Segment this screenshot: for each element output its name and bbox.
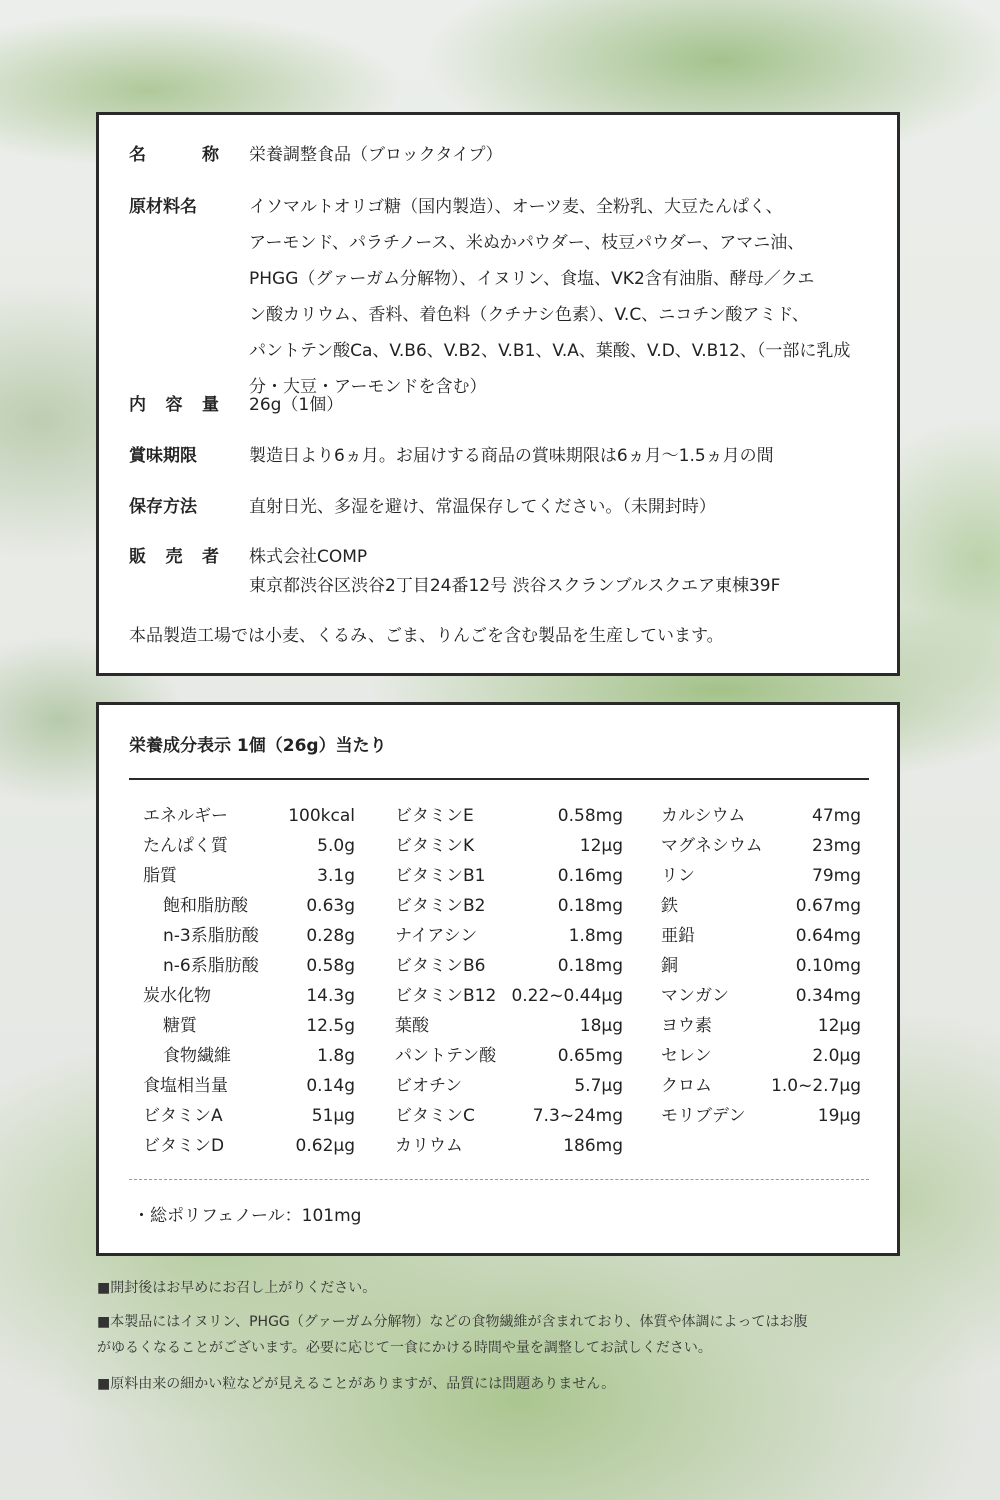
nutrient-name: カリウム — [395, 1136, 463, 1156]
nutrient-value: 5.7μg — [574, 1076, 623, 1096]
spec-label-seller: 販 売 者 — [129, 547, 219, 567]
nutrient-name: ビオチン — [395, 1076, 463, 1096]
allergen-note: 本品製造工場では小麦、くるみ、ごま、りんごを含む製品を生産しています。 — [129, 626, 724, 646]
spec-label-storage: 保存方法 — [129, 497, 197, 517]
nutrition-facts-card — [96, 702, 900, 1256]
nutrient-row — [143, 801, 355, 831]
nutrient-row — [143, 1101, 355, 1131]
nutrient-row — [143, 1041, 355, 1071]
nutrient-name: 脂質 — [143, 866, 177, 886]
nutrient-value: 7.3~24mg — [532, 1106, 623, 1126]
nutrient-row — [395, 951, 623, 981]
nutrient-value: 0.22~0.44μg — [511, 986, 623, 1006]
nutrient-row — [395, 831, 623, 861]
nutrient-row — [395, 801, 623, 831]
nutrient-value: 5.0g — [317, 836, 355, 856]
nutrient-row — [395, 861, 623, 891]
nutrient-name: ビタミンB12 — [395, 986, 497, 1006]
nutrient-name: 炭水化物 — [143, 986, 211, 1006]
spec-label-name: 名 称 — [129, 145, 219, 165]
spec-label-expiry: 賞味期限 — [129, 446, 197, 466]
nutrient-row — [143, 1011, 355, 1041]
nutrient-value: 0.64mg — [795, 926, 861, 946]
spec-value-storage: 直射日光、多湿を避け、常温保存してください。（未開封時） — [249, 497, 716, 517]
nutrient-row — [143, 981, 355, 1011]
nutrient-value: 0.62μg — [295, 1136, 355, 1156]
nutrient-value: 0.14g — [306, 1076, 355, 1096]
nutrient-value: 47mg — [812, 806, 861, 826]
nutrient-row — [143, 921, 355, 951]
nutrient-row — [143, 891, 355, 921]
nutrient-row — [143, 1071, 355, 1101]
nutrient-value: 0.18mg — [557, 896, 623, 916]
nutrient-value: 2.0μg — [812, 1046, 861, 1066]
footnote: ■本製品にはイヌリン、PHGG（グァーガム分解物）などの食物繊維が含まれており、体質や体調によってはお腹 — [97, 1314, 808, 1330]
nutrient-value: 0.58mg — [557, 806, 623, 826]
nutrient-row — [661, 1071, 861, 1101]
nutrient-value: 0.58g — [306, 956, 355, 976]
nutrient-name: n-6系脂肪酸 — [163, 956, 259, 976]
nutrient-row — [395, 981, 623, 1011]
nutrient-value: 0.67mg — [795, 896, 861, 916]
nutrient-row — [395, 1101, 623, 1131]
dashed-divider — [129, 1179, 869, 1180]
nutrition-column-3 — [661, 801, 861, 1131]
nutrient-name: 食塩相当量 — [143, 1076, 228, 1096]
nutrient-row — [661, 891, 861, 921]
nutrition-column-1 — [143, 801, 355, 1161]
nutrient-name: マグネシウム — [661, 836, 763, 856]
nutrient-value: 0.18mg — [557, 956, 623, 976]
spec-value-ingredients: イソマルトオリゴ糖（国内製造）、オーツ麦、全粉乳、大豆たんぱく、 アーモンド、パラチノース、米ぬかパウダー、枝豆パウダー、アマニ油、 PHGG（グァーガム分解物）、イヌリン、食塩、VK2含有油脂、酵母／クエ ン酸カリウム、香料、着色料（クチナシ色素）、V.C、ニコチン酸アミド、 パントテン酸Ca、V.B6、V.B2、V.B1、V.A、葉酸、V.D、V.B12、（一部に乳成 分・大豆・アーモンドを含む） — [249, 197, 851, 397]
nutrient-value: 51μg — [311, 1106, 355, 1126]
nutrient-row — [395, 1011, 623, 1041]
title-divider — [129, 778, 869, 780]
nutrient-row — [661, 1011, 861, 1041]
nutrient-row — [143, 861, 355, 891]
nutrient-row — [395, 1041, 623, 1071]
spec-label-content: 内 容 量 — [129, 395, 219, 415]
nutrient-name: マンガン — [661, 986, 729, 1006]
nutrient-value: 12μg — [579, 836, 623, 856]
nutrient-name: 飽和脂肪酸 — [163, 896, 248, 916]
nutrient-name: ナイアシン — [395, 926, 478, 946]
nutrient-name: クロム — [661, 1076, 712, 1096]
nutrient-name: ヨウ素 — [661, 1016, 712, 1036]
nutrient-value: 1.8g — [317, 1046, 355, 1066]
nutrient-value: 186mg — [563, 1136, 623, 1156]
nutrient-row — [143, 951, 355, 981]
nutrient-name: n-3系脂肪酸 — [163, 926, 259, 946]
nutrient-name: ビタミンA — [143, 1106, 223, 1126]
nutrient-value: 0.16mg — [557, 866, 623, 886]
nutrient-name: モリブデン — [661, 1106, 746, 1126]
spec-value-expiry: 製造日より6ヵ月。お届けする商品の賞味期限は6ヵ月〜1.5ヵ月の間 — [249, 446, 774, 466]
nutrient-value: 1.8mg — [568, 926, 623, 946]
nutrient-value: 14.3g — [306, 986, 355, 1006]
footnote: がゆるくなることがございます。必要に応じて一食にかける時間や量を調整してお試しください。 — [97, 1340, 712, 1356]
nutrient-row — [661, 801, 861, 831]
nutrient-value: 0.65mg — [557, 1046, 623, 1066]
nutrient-name: ビタミンB2 — [395, 896, 486, 916]
nutrient-value: 3.1g — [317, 866, 355, 886]
nutrient-name: 食物繊維 — [163, 1046, 231, 1066]
nutrient-value: 0.28g — [306, 926, 355, 946]
nutrient-value: 100kcal — [288, 806, 355, 826]
nutrient-value: 0.63g — [306, 896, 355, 916]
product-spec-card — [96, 112, 900, 676]
nutrient-row — [143, 1131, 355, 1161]
nutrient-name: 葉酸 — [395, 1016, 429, 1036]
nutrient-row — [661, 861, 861, 891]
nutrient-row — [661, 1041, 861, 1071]
nutrient-value: 12μg — [817, 1016, 861, 1036]
nutrient-value: 23mg — [812, 836, 861, 856]
nutrient-row — [395, 1071, 623, 1101]
nutrition-title: 栄養成分表示 1個（26g）当たり — [129, 736, 387, 756]
nutrient-name: 銅 — [661, 956, 678, 976]
nutrient-name: パントテン酸 — [395, 1046, 497, 1066]
nutrient-value: 79mg — [812, 866, 861, 886]
nutrient-name: 鉄 — [661, 896, 678, 916]
nutrient-row — [395, 1131, 623, 1161]
footnote: ■原料由来の細かい粒などが見えることがありますが、品質には問題ありません。 — [97, 1376, 616, 1392]
spec-value-name: 栄養調整食品（ブロックタイプ） — [249, 145, 503, 165]
nutrient-value: 0.10mg — [795, 956, 861, 976]
spec-value-seller: 株式会社COMP 東京都渋谷区渋谷2丁目24番12号 渋谷スクランブルスクエア東棟39F — [249, 547, 781, 596]
nutrient-name: 糖質 — [163, 1016, 197, 1036]
nutrient-value: 19μg — [817, 1106, 861, 1126]
nutrient-name: ビタミンD — [143, 1136, 225, 1156]
nutrient-row — [395, 891, 623, 921]
nutrient-value: 12.5g — [306, 1016, 355, 1036]
nutrient-value: 0.34mg — [795, 986, 861, 1006]
nutrient-row — [395, 921, 623, 951]
footnote: ■開封後はお早めにお召し上がりください。 — [97, 1280, 377, 1296]
nutrient-name: たんぱく質 — [143, 836, 228, 856]
nutrient-name: ビタミンC — [395, 1106, 475, 1126]
nutrient-name: リン — [661, 866, 695, 886]
spec-value-content: 26g（1個） — [249, 395, 344, 415]
nutrient-value: 18μg — [579, 1016, 623, 1036]
nutrient-row — [661, 951, 861, 981]
spec-label-ingredients: 原材料名 — [129, 197, 197, 217]
nutrient-name: セレン — [661, 1046, 712, 1066]
nutrient-name: ビタミンB6 — [395, 956, 486, 976]
nutrient-value: 1.0~2.7μg — [771, 1076, 861, 1096]
nutrient-row — [661, 831, 861, 861]
nutrient-name: エネルギー — [143, 806, 228, 826]
nutrition-column-2 — [395, 801, 623, 1161]
nutrient-row — [661, 1101, 861, 1131]
nutrient-name: カルシウム — [661, 806, 746, 826]
nutrient-name: 亜鉛 — [661, 926, 695, 946]
nutrient-name: ビタミンB1 — [395, 866, 486, 886]
nutrient-row — [143, 831, 355, 861]
nutrient-row — [661, 921, 861, 951]
nutrient-name: ビタミンE — [395, 806, 474, 826]
nutrient-name: ビタミンK — [395, 836, 475, 856]
nutrient-row — [661, 981, 861, 1011]
polyphenol-note: ・総ポリフェノール：101mg — [133, 1206, 362, 1226]
